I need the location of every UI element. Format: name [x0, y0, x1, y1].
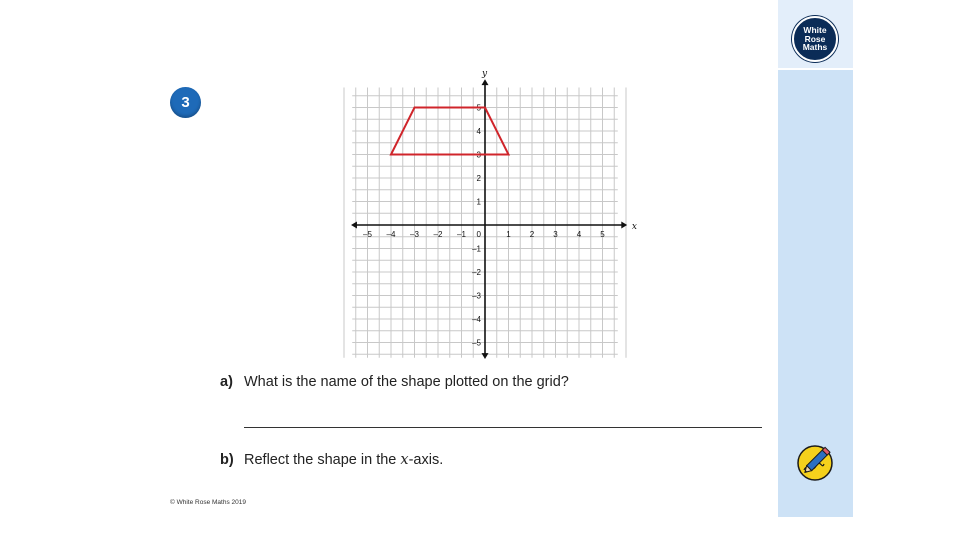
sidebar-header [778, 0, 853, 70]
y-axis-arrow-up [482, 79, 489, 85]
x-tick-label: –4 [386, 230, 396, 239]
x-axis-arrow-left [351, 222, 357, 229]
y-tick-label: –4 [472, 315, 481, 324]
question-part-b [220, 452, 443, 468]
answer-line[interactable] [244, 427, 762, 428]
y-tick-label: –1 [472, 244, 481, 254]
copyright-notice: © White Rose Maths 2019 [170, 499, 246, 506]
y-tick-label: –5 [472, 338, 481, 348]
y-axis-arrow-down [482, 353, 489, 359]
x-tick-label: –5 [363, 230, 372, 239]
logo-line-1: White [803, 25, 827, 36]
origin-label: 0 [476, 230, 481, 239]
y-tick-label: –2 [472, 268, 481, 277]
logo-line-3: Maths [802, 42, 828, 53]
y-tick-label: 5 [476, 103, 481, 113]
y-tick-label: –3 [472, 291, 481, 301]
y-tick-label: 4 [476, 127, 481, 136]
x-tick-label: 3 [553, 230, 558, 239]
axes [351, 79, 627, 359]
part-b-text-after: -axis. [408, 452, 444, 468]
y-axis-label: y [482, 70, 488, 79]
x-tick-label: –2 [433, 230, 443, 239]
sidebar-panel [778, 0, 853, 517]
part-b-variable: x [400, 452, 409, 468]
y-tick-label: 3 [476, 150, 481, 160]
part-a-label: a) [220, 374, 233, 390]
white-rose-maths-logo [792, 16, 838, 62]
y-tick-label: 1 [476, 197, 481, 207]
x-tick-label: –1 [457, 230, 466, 239]
x-tick-label: 4 [576, 230, 582, 239]
question-number-badge: 3 [170, 87, 201, 118]
logo-line-2: Rose [804, 33, 826, 44]
question-part-a [220, 374, 569, 390]
pencil-icon [794, 440, 838, 484]
x-tick-label: –3 [410, 230, 419, 239]
tick-labels [363, 70, 637, 348]
x-tick-label: 2 [529, 230, 535, 239]
coordinate-grid [335, 70, 640, 360]
y-tick-label: 2 [476, 174, 481, 183]
x-tick-label: 5 [600, 230, 605, 239]
part-a-text: What is the name of the shape plotted on the grid? [244, 374, 569, 390]
part-b-text-before: Reflect the shape in the [244, 452, 401, 468]
x-axis-label: x [631, 222, 637, 232]
x-tick-label: 1 [506, 230, 511, 239]
part-b-label: b) [220, 452, 234, 468]
